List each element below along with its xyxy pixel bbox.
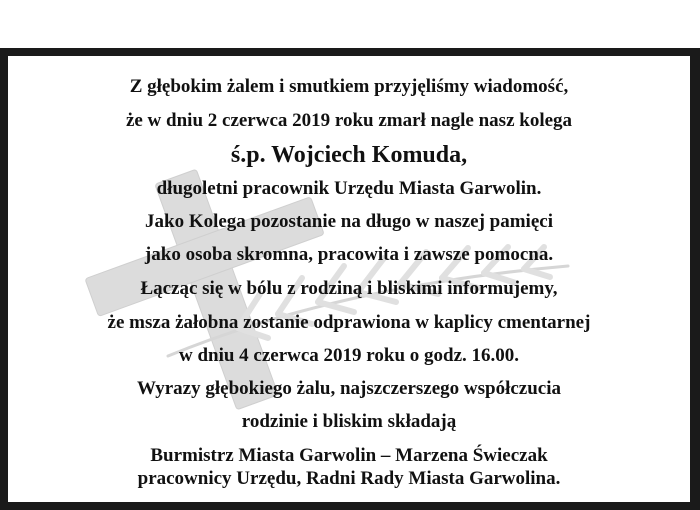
text-line-8: że msza żałobna zostanie odprawiona w kaplicy cmentarnej — [107, 312, 591, 333]
deceased-name: ś.p. Wojciech Komuda, — [230, 142, 468, 168]
text-line-5: Jako Kolega pozostanie na długo w naszej pamięci — [145, 211, 553, 232]
text-line-7: Łącząc się w bólu z rodziną i bliskimi informujemy, — [140, 278, 558, 299]
signatories-line-2: pracownicy Urzędu, Radni Rady Miasta Garwolina. — [137, 468, 561, 489]
text-line-2: że w dniu 2 czerwca 2019 roku zmarł nagle nasz kolega — [125, 110, 573, 131]
text-line-9: w dniu 4 czerwca 2019 roku o godz. 16.00. — [178, 345, 520, 366]
text-line-4: długoletni pracownik Urzędu Miasta Garwolin. — [156, 178, 542, 199]
text-line-11: rodzinie i bliskim składają — [241, 411, 457, 432]
obituary-text — [8, 56, 690, 502]
text-line-1: Z głębokim żalem i smutkiem przyjęliśmy wiadomość, — [129, 76, 569, 97]
signatories-line-1: Burmistrz Miasta Garwolin – Marzena Świeczak — [150, 445, 548, 466]
text-line-6: jako osoba skromna, pracowita i zawsze pomocna. — [144, 244, 554, 265]
text-line-10: Wyrazy głębokiego żalu, najszczerszego współczucia — [136, 378, 562, 399]
